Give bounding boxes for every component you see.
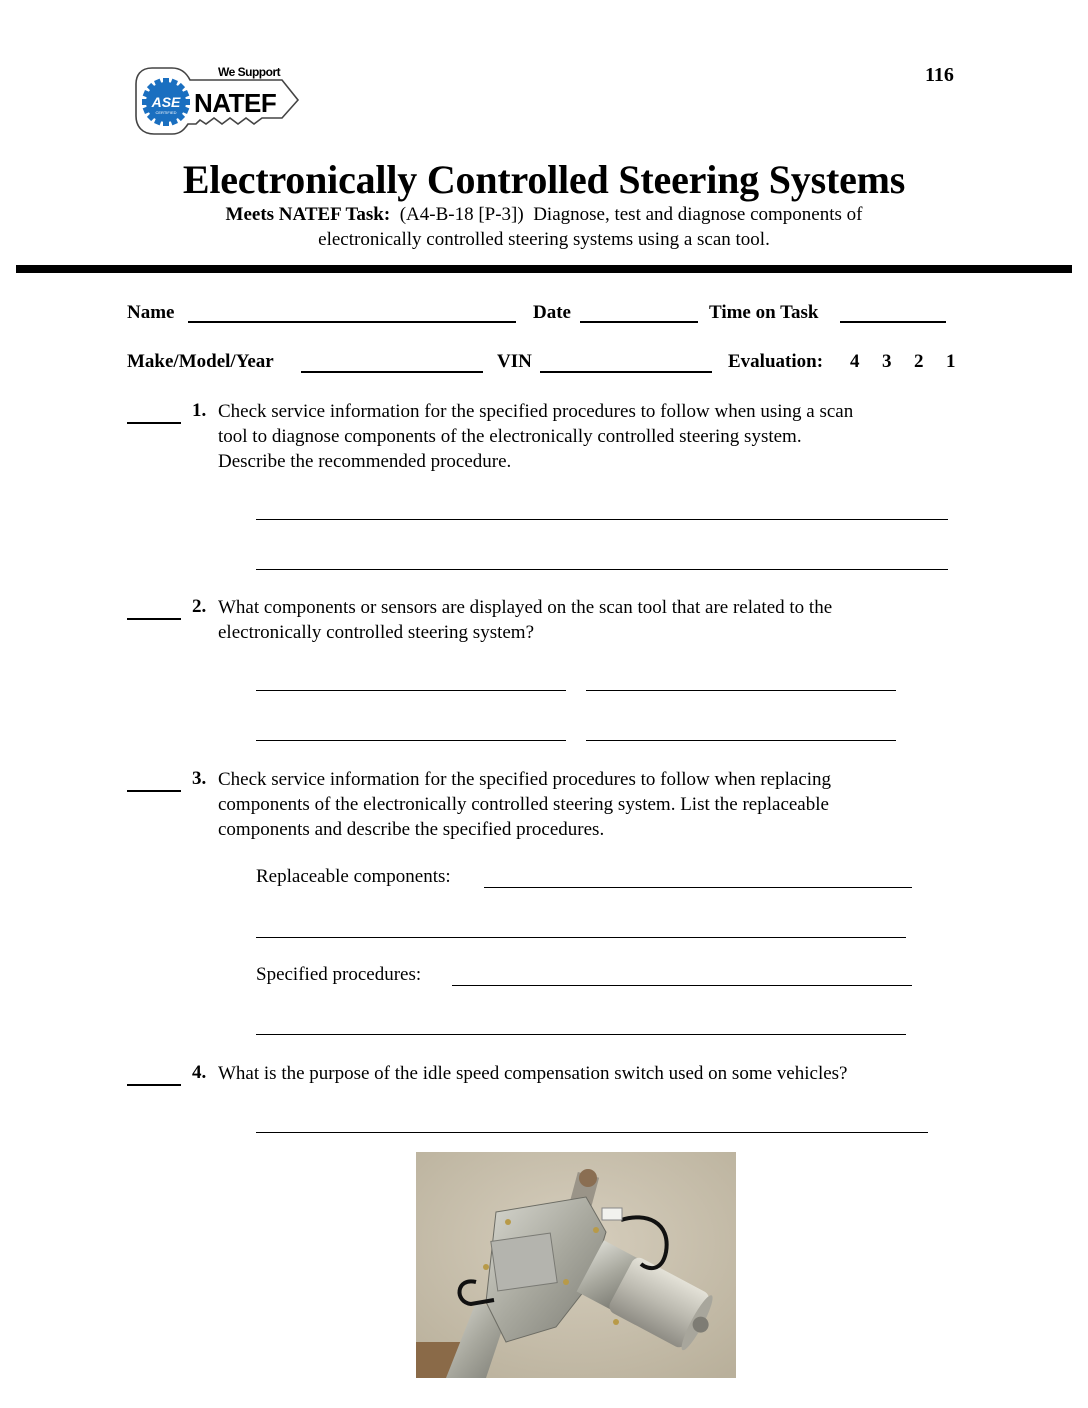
steering-column-assembly-icon	[416, 1152, 736, 1378]
svg-text:We Support: We Support	[218, 65, 281, 79]
svg-text:NATEF: NATEF	[194, 88, 277, 118]
page-title: Electronically Controlled Steering Systems	[182, 157, 906, 202]
question-2-line: What components or sensors are displayed on the scan tool that are related to the	[218, 597, 833, 618]
specified-procedures-continuation-line[interactable]	[256, 1034, 906, 1035]
question-2-answer-line[interactable]	[256, 690, 566, 691]
svg-text:ASE: ASE	[151, 94, 181, 110]
svg-text:CERTIFIED: CERTIFIED	[155, 110, 177, 115]
question-3-line: components and describe the specified procedures.	[218, 819, 605, 840]
question-2-line: electronically controlled steering system?	[218, 622, 535, 643]
question-3-number: 3.	[192, 768, 207, 789]
question-3-line: Check service information for the specified procedures to follow when replacing	[218, 769, 832, 790]
make-model-year-field[interactable]	[301, 371, 483, 373]
question-1-score-blank[interactable]	[127, 422, 181, 424]
question-4-number: 4.	[192, 1062, 207, 1083]
specified-procedures-field[interactable]	[452, 985, 912, 986]
name-field[interactable]	[188, 321, 516, 323]
vin-label: VIN	[497, 351, 532, 372]
evaluation-score-3[interactable]: 3	[882, 351, 892, 372]
replaceable-components-label: Replaceable components:	[256, 866, 451, 887]
question-1-line: tool to diagnose components of the electronically controlled steering system.	[218, 426, 802, 447]
question-3-line: components of the electronically controlled steering system. List the replaceable	[218, 794, 829, 815]
ase-natef-logo	[134, 62, 306, 140]
date-field[interactable]	[580, 321, 698, 323]
task-description-line-2: electronically controlled steering systems using a scan tool.	[318, 229, 770, 250]
replaceable-components-continuation-line[interactable]	[256, 937, 906, 938]
evaluation-score-2[interactable]: 2	[914, 351, 924, 372]
question-1-line: Check service information for the specified procedures to follow when using a scan	[218, 401, 854, 422]
evaluation-score-1[interactable]: 1	[946, 351, 956, 372]
question-4-line: What is the purpose of the idle speed compensation switch used on some vehicles?	[218, 1063, 848, 1084]
question-3-score-blank[interactable]	[127, 790, 181, 792]
question-2-answer-line[interactable]	[586, 690, 896, 691]
task-label: Meets NATEF Task:	[225, 204, 391, 225]
question-4-score-blank[interactable]	[127, 1084, 181, 1086]
header-divider	[16, 265, 1072, 273]
question-1-line: Describe the recommended procedure.	[218, 451, 512, 472]
question-2-text	[218, 595, 958, 645]
specified-procedures-label: Specified procedures:	[256, 964, 422, 985]
time-on-task-label: Time on Task	[709, 302, 819, 323]
question-1-answer-line[interactable]	[256, 569, 948, 570]
ase-natef-key-logo-icon	[134, 62, 306, 140]
question-3-text	[218, 767, 958, 842]
question-2-answer-line[interactable]	[256, 740, 566, 741]
question-4-text	[218, 1061, 958, 1086]
evaluation-label: Evaluation:	[728, 351, 824, 372]
question-4-answer-line[interactable]	[256, 1132, 928, 1133]
task-code-and-description: (A4-B-18 [P-3]) Diagnose, test and diagnose components of	[390, 204, 863, 225]
question-1-text	[218, 399, 958, 474]
question-2-score-blank[interactable]	[127, 618, 181, 620]
question-1-number: 1.	[192, 400, 207, 421]
question-2-number: 2.	[192, 596, 207, 617]
replaceable-components-field[interactable]	[484, 887, 912, 888]
name-label: Name	[127, 302, 175, 323]
date-label: Date	[533, 302, 571, 323]
evaluation-score-4[interactable]: 4	[850, 351, 860, 372]
question-2-answer-line[interactable]	[586, 740, 896, 741]
vin-field[interactable]	[540, 371, 712, 373]
task-description-line-1	[0, 204, 1088, 226]
page-number: 116	[925, 64, 954, 86]
make-model-year-label: Make/Model/Year	[127, 351, 274, 372]
question-1-answer-line[interactable]	[256, 519, 948, 520]
time-on-task-field[interactable]	[840, 321, 946, 323]
steering-column-photo	[416, 1152, 736, 1378]
